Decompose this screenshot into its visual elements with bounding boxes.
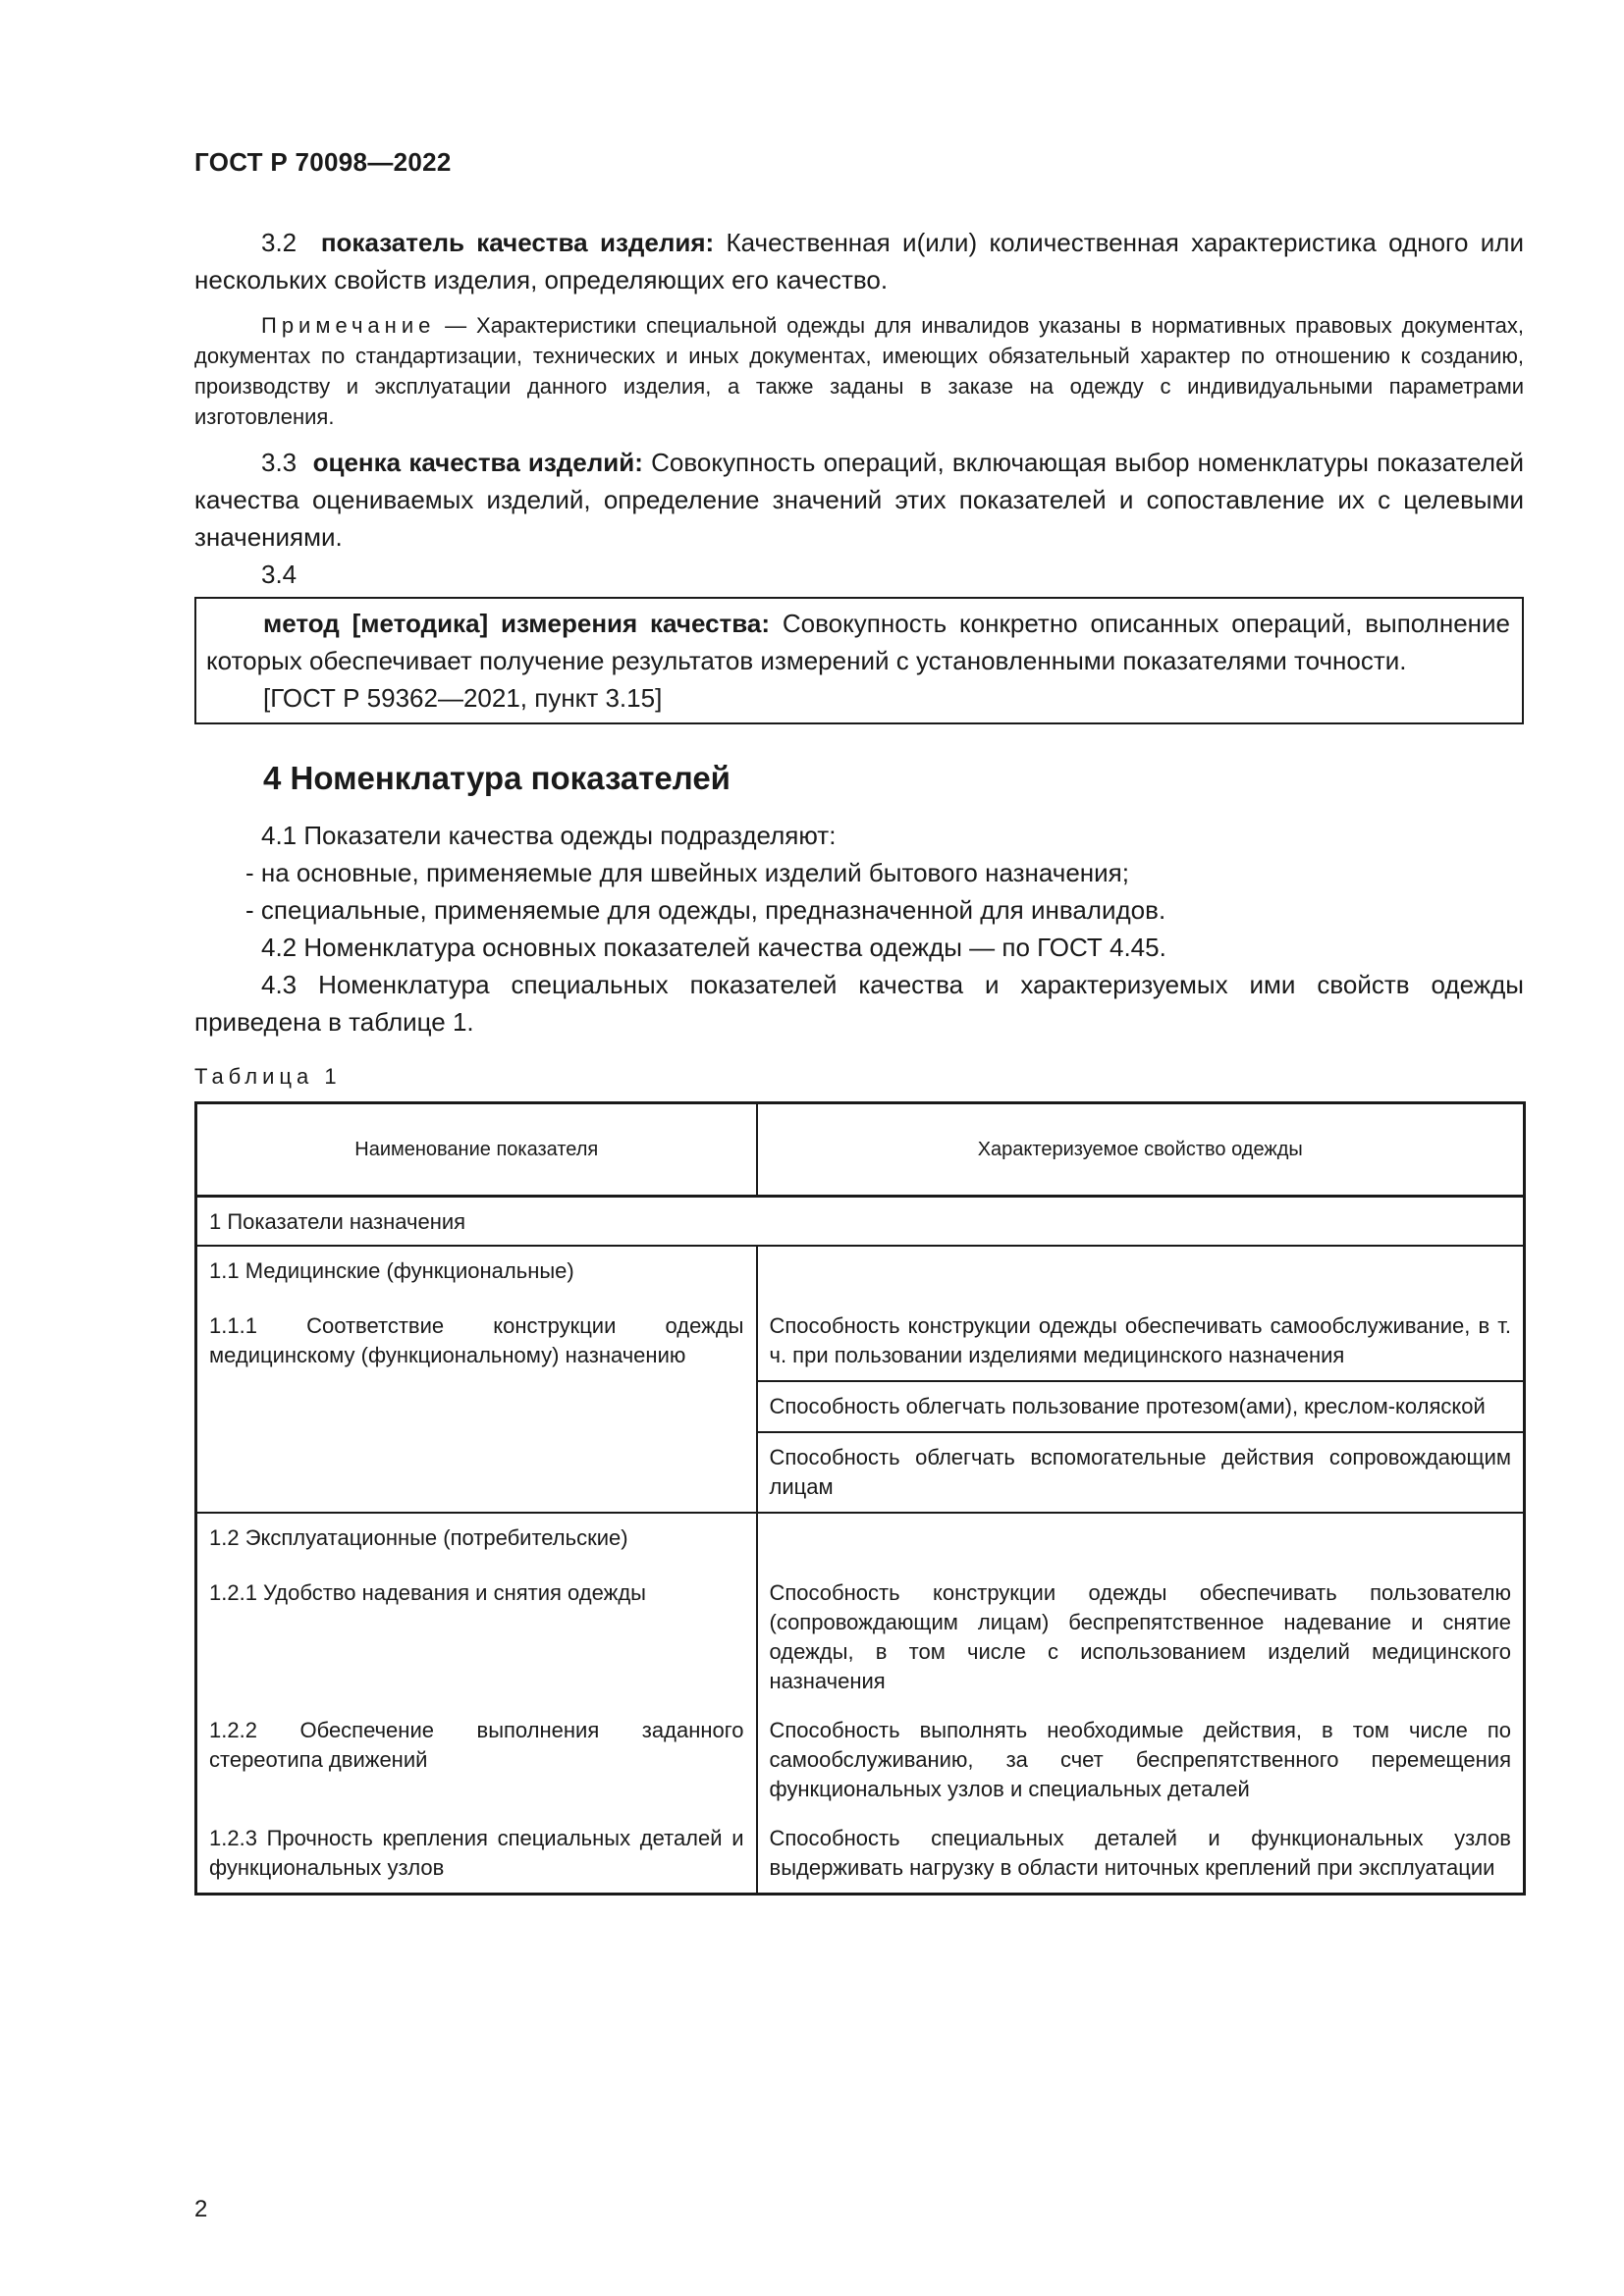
term-title: метод [методика] измерения качества: — [263, 609, 771, 638]
term-definition: Качественная и(или) количественная характеристика одного или нескольких свойств изделия, определяющих его качество. — [194, 228, 1524, 294]
list-item: - на основные, применяемые для швейных изделий бытового назначения; — [245, 858, 1129, 887]
group-title: 1.1 Медицинские (функциональные) — [196, 1246, 757, 1302]
paragraph-4-1: 4.1 Показатели качества одежды подразделяют: — [261, 821, 837, 850]
column-header: Характеризуемое свойство одежды — [757, 1103, 1525, 1197]
section-heading: 4 Номенклатура показателей — [263, 760, 731, 796]
property-cell: Способность конструкции одежды обеспечивать пользователю (сопровождающим лицам) беспрепятственное надевание и снятие одежды, в том числе с использованием изделий медицинского назначения — [769, 1580, 1511, 1693]
property-cell: Способность облегчать вспомогательные действия сопровождающим лицам — [757, 1432, 1525, 1513]
paragraph-4-3: 4.3 Номенклатура специальных показателей качества и характеризуемых ими свойств одежды приведена в таблице 1. — [194, 970, 1524, 1037]
term-title: оценка качества изделий: — [312, 448, 643, 477]
term-3-2 — [194, 224, 1524, 298]
indicator-cell: 1.2.2 Обеспечение выполнения заданного стереотипа движений — [196, 1706, 757, 1814]
table-row — [196, 1569, 1525, 1706]
indicator-cell: 1.1.1 Соответствие конструкции одежды медицинскому (функциональному) назначению — [196, 1302, 757, 1513]
indicator-cell: 1.2.3 Прочность крепления специальных деталей и функциональных узлов — [196, 1814, 757, 1895]
source-reference: [ГОСТ Р 59362—2021, пункт 3.15] — [263, 683, 663, 713]
term-title: показатель качества изделия: — [320, 228, 715, 257]
property-cell: Способность специальных деталей и функциональных узлов выдерживать нагрузку в области ниточных креплений при эксплуатации — [769, 1826, 1511, 1880]
quoted-term-box — [194, 597, 1524, 724]
empty-cell — [757, 1246, 1525, 1302]
paragraph-4-2: 4.2 Номенклатура основных показателей качества одежды — по ГОСТ 4.45. — [261, 933, 1166, 962]
table-section-row — [196, 1197, 1525, 1247]
table-caption: Таблица 1 — [194, 1064, 342, 1089]
table-header-row — [196, 1103, 1525, 1197]
group-title: 1.2 Эксплуатационные (потребительские) — [196, 1513, 757, 1569]
page-content — [194, 224, 1524, 1896]
note-paragraph — [194, 310, 1524, 432]
table-row — [196, 1246, 1525, 1302]
property-cell: Способность облегчать пользование протезом(ами), креслом-коляской — [757, 1381, 1525, 1432]
indicators-table — [194, 1101, 1526, 1896]
term-definition: Совокупность операций, включающая выбор номенклатуры показателей качества оцениваемых изделий, определение значений этих показателей и сопоставление их с целевыми значениями. — [194, 448, 1525, 552]
list-item: - специальные, применяемые для одежды, предназначенной для инвалидов. — [245, 895, 1166, 925]
term-3-3 — [194, 444, 1524, 556]
table-row — [196, 1814, 1525, 1895]
term-3-4-number: 3.4 — [261, 560, 298, 589]
column-header: Наименование показателя — [196, 1103, 757, 1197]
property-cell: Способность конструкции одежды обеспечивать самообслуживание, в т. ч. при пользовании изделиями медицинского назначения — [769, 1313, 1511, 1367]
note-label: Примечание — [261, 313, 436, 338]
page-number: 2 — [194, 2196, 208, 2222]
empty-cell — [757, 1513, 1525, 1569]
term-number: 3.2 — [261, 228, 298, 257]
indicator-cell: 1.2.1 Удобство надевания и снятия одежды — [196, 1569, 757, 1706]
term-definition: Совокупность конкретно описанных операций, выполнение которых обеспечивает получение результатов измерений с установленными показателями точности. — [206, 609, 1510, 675]
term-number: 3.3 — [261, 448, 298, 477]
note-text: — Характеристики специальной одежды для инвалидов указаны в нормативных правовых документах, документах по стандартизации, технических и иных документах, имеющих обязательный характер по отношению к созданию, производству и эксплуатации данного изделия, а также заданы в заказе на одежду с индивидуальными параметрами изготовления. — [194, 313, 1524, 429]
table-row — [196, 1706, 1525, 1814]
standard-code-header: ГОСТ Р 70098—2022 — [194, 147, 452, 177]
table-section-title: 1 Показатели назначения — [196, 1197, 1525, 1247]
table-row — [196, 1302, 1525, 1381]
term-3-4-definition — [206, 605, 1510, 679]
property-cell: Способность выполнять необходимые действия, в том числе по самообслуживанию, за счет беспрепятственного перемещения функциональных узлов и специальных деталей — [769, 1718, 1511, 1801]
table-row — [196, 1513, 1525, 1569]
